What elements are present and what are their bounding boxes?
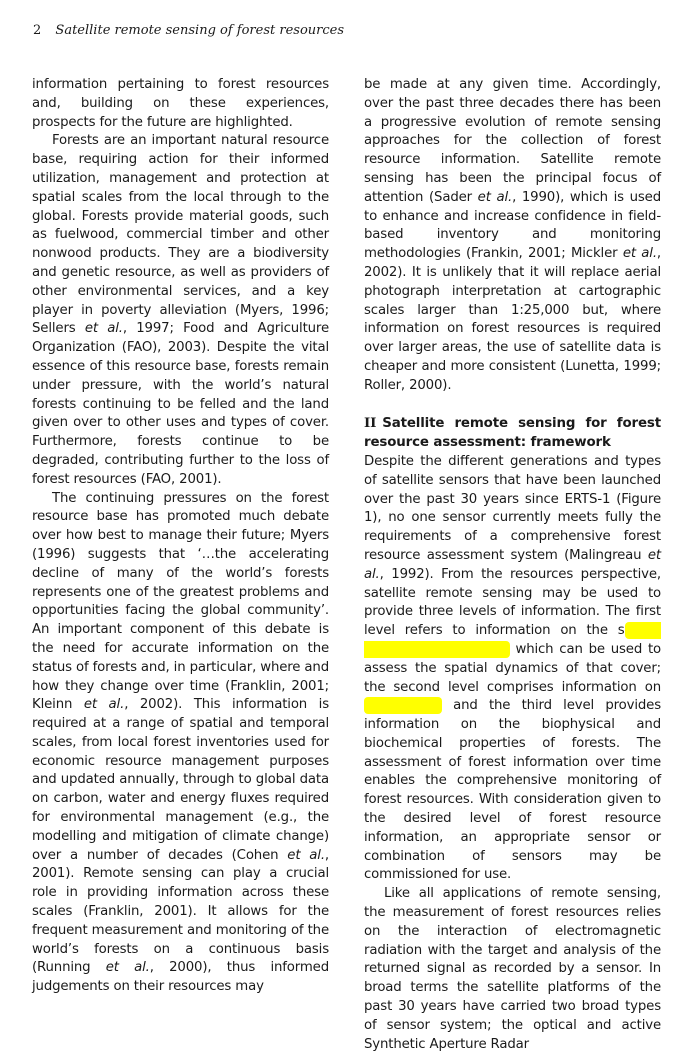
highlight-redaction: forest type [364, 698, 442, 714]
page-number: 2 [33, 23, 42, 38]
paragraph-text: Forests are an important natural resource base, requiring action for their informed utilization, management and protection at spatial scales from the local through to the global. Forests provide material goods, such as fuelwood, commercial timber and other nonwood products. They are a biodiversity and genetic resource, as well as providers of other environmental services, and a key player in poverty alleviation (Myers, 1996; Sellers [32, 133, 329, 337]
et-al: et al. [105, 960, 150, 976]
paragraph-text: , 2002). This information is required at a range of spatial and temporal scales, from local forest inventories used for economic resource management purposes and updated annually, through to global data on carbon, water and energy fluxes required for environmental management (e.g., the modelling and mitigation of climate change) over a number of decades (Cohen [32, 697, 330, 863]
et-al: et al. [364, 547, 661, 582]
paragraph-text: which can be used to assess the spatial dynamics of that cover; the second level comprises information on [364, 641, 661, 695]
paragraph-text: Like all applications of remote sensing, the measurement of forest resources relies on the interaction of electromagnetic radiation with the target and analysis of the returned signal as recorded by a sensor. In broad terms the satellite platforms of the past 30 years have carried two broad types of sensor system; the optical and active Synthetic Aperture Radar [364, 886, 661, 1052]
paragraph-text: , 1992). From the resources perspective, satellite remote sensing may be used to provide three levels of information. The first level refers to information on the s [364, 566, 661, 639]
et-al: et al. [477, 189, 513, 205]
paragraph-continuing-pressures [32, 490, 329, 998]
paragraph-continuation [32, 76, 329, 132]
paragraph-text: Despite the different generations and types of satellite sensors that have been launched over the past 30 years since ERTS-1 (Figure 1), no one sensor currently meets fully the requirements of a comprehensive forest resource assessment system (Malingreau [364, 453, 661, 563]
paragraph-forests-resource [32, 132, 329, 489]
paragraph-text: and the third level provides information on the biophysical and biochemical properties of forests. The assessment of forest information over time enables the comprehensive monitoring of forest resources. With consideration given to the desired level of forest resource information, an appropriate sensor or combination of sensors may be commissioned for use. [364, 698, 661, 883]
right-column [364, 76, 661, 1054]
et-al: et al. [84, 321, 123, 337]
paragraph-electromagnetic [364, 885, 661, 1054]
section-number: II [364, 415, 377, 432]
section-title: Satellite remote sensing for forest resource assessment: framework [364, 416, 661, 451]
paragraph-framework [364, 453, 661, 885]
paragraph-text: information pertaining to forest resources and, building on these experiences, prospects for the future are highlighted. [32, 77, 329, 130]
running-title: Satellite remote sensing of forest resources [55, 23, 345, 38]
highlight-redaction: patial extent of forest cover [364, 623, 661, 657]
section-heading [364, 414, 661, 453]
paragraph-continuation [364, 76, 661, 396]
paragraph-text: , 2000), thus informed judgements on their resources may [32, 960, 329, 995]
paragraph-text: , 2002). It is unlikely that it will replace aerial photograph interpretation at cartographic scales larger than 1:25,000 but, where information on forest resources is required over larger areas, the use of satellite data is cheaper and more consistent (Lunetta, 1999; Roller, 2000). [364, 246, 661, 393]
et-al: et al. [622, 246, 657, 262]
running-head [33, 22, 673, 40]
paragraph-text: , 1990), which is used to enhance and increase confidence in field-based inventory and monitoring methodologies (Frankin, 2001; Mickler [364, 189, 662, 262]
paragraph-text: , 2001). Remote sensing can play a crucial role in providing information across these scales (Franklin, 2001). It allows for the frequent measurement and monitoring of the world’s forests on a continuous basis (Running [32, 847, 329, 976]
left-column [32, 76, 329, 997]
et-al: et al. [287, 847, 325, 863]
paragraph-text: , 1997; Food and Agriculture Organization (FAO), 2003). Despite the vital essence of this resource base, forests remain under pressure, with the world’s natural forests continuing to be felled and the land given over to other uses and types of cover. Furthermore, forests continue to be degraded, contributing further to the loss of forest resources (FAO, 2001). [32, 321, 329, 487]
et-al: et al. [83, 697, 125, 713]
paragraph-text: The continuing pressures on the forest resource base has promoted much debate over how best to manage their future; Myers (1996) suggests that ‘…the accelerating decline of many of the world’s forests represents one of the greatest problems and opportunities facing the global community’. An important component of this debate is the need for accurate information on the status of forests and, in particular, where and how they change over time (Franklin, 2001; Kleinn [32, 490, 329, 713]
paragraph-text: be made at any given time. Accordingly, over the past three decades there has been a progressive evolution of remote sensing approaches for the collection of forest resource information. Satellite remote sensing has been the principal focus of attention (Sader [364, 77, 661, 205]
